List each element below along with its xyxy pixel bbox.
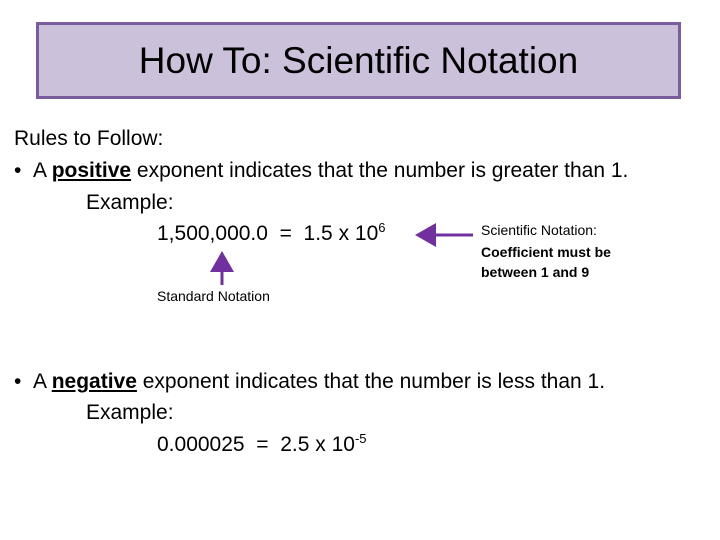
example-positive-equals: = (279, 222, 292, 245)
example-positive-coefficient: 1.5 x 10 (303, 222, 379, 245)
example-positive-exponent: 6 (378, 220, 386, 235)
bullet-negative (14, 371, 605, 392)
example-negative-equals: = (256, 433, 269, 456)
bullet-positive (14, 160, 628, 181)
bullet-positive-suffix: exponent indicates that the number is greater than 1. (131, 159, 629, 182)
bullet-positive-keyword: positive (51, 159, 132, 182)
bullet-marker: • (14, 159, 22, 182)
bullet-marker: • (14, 370, 22, 393)
example-positive-standard: 1,500,000.0 (157, 222, 268, 245)
example-label-2: Example: (86, 401, 174, 424)
bullet-negative-keyword: negative (51, 370, 137, 393)
rules-heading: Rules to Follow: (14, 127, 164, 150)
annotation-scientific-line2: between 1 and 9 (481, 264, 590, 280)
example-negative-exponent: -5 (354, 431, 367, 446)
example-negative-coefficient: 2.5 x 10 (280, 433, 355, 456)
annotation-scientific-line1: Coefficient must be (481, 244, 611, 260)
slide-title: How To: Scientific Notation (138, 40, 579, 81)
annotation-scientific-title: Scientific Notation: (481, 222, 597, 238)
title-box (36, 22, 681, 99)
bullet-negative-suffix: exponent indicates that the number is less than 1. (136, 370, 606, 393)
annotation-standard-notation: Standard Notation (157, 288, 270, 304)
example-negative-standard: 0.000025 (157, 433, 245, 456)
bullet-negative-prefix: A (33, 370, 52, 393)
example-positive-equation (157, 220, 386, 245)
example-negative-equation (157, 431, 367, 456)
bullet-positive-prefix: A (33, 159, 52, 182)
example-label-1: Example: (86, 191, 174, 214)
